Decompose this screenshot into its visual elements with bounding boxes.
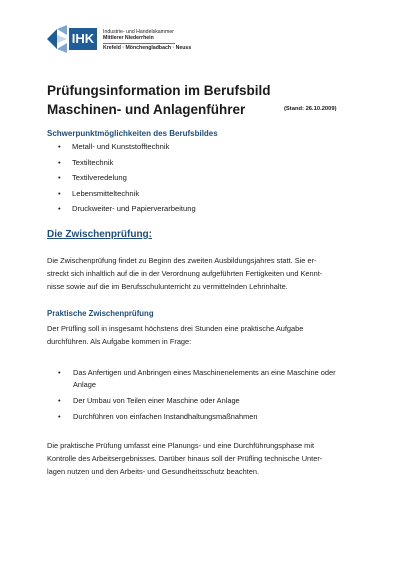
logo-abbrev: IHK: [69, 28, 97, 50]
logo-text: [103, 29, 191, 51]
logo-line2: Mittlerer Niederrhein: [103, 35, 154, 42]
schwerpunkte-list: [58, 143, 196, 221]
stand-date: (Stand: 26.10.2009): [284, 106, 337, 112]
list-item: • Druckweiter- und Papierverarbeitung: [58, 205, 196, 221]
page-subtitle: Maschinen- und Anlagenführer: [47, 102, 246, 117]
page-title: Prüfungsinformation im Berufsbild: [47, 83, 271, 98]
praktische-heading: Praktische Zwischenprüfung: [47, 309, 154, 318]
list-item: • Der Umbau von Teilen einer Maschine oder Anlage: [58, 395, 358, 407]
paragraph-line: Der Prüfling soll in insgesamt höchstens drei Stunden eine praktische Aufgabe: [47, 324, 304, 333]
paragraph-line: lagen nutzen und den Arbeits- und Gesundheitsschutz beachten.: [47, 467, 260, 476]
zwischenpruefung-heading: Die Zwischenprüfung:: [47, 229, 152, 240]
paragraph-line: durchführen. Als Aufgabe kommen in Frage:: [47, 337, 192, 346]
praktische-paragraph: [47, 322, 357, 348]
paragraph-line: Die Zwischenprüfung findet zu Beginn des zweiten Ausbildungsjahres statt. Sie er-: [47, 256, 317, 265]
intro-paragraph: [47, 254, 357, 293]
paragraph-line: nisse sowie auf die im Berufsschulunterricht zu vermittelnden Lehrinhalte.: [47, 282, 288, 291]
list-item: • Lebensmitteltechnik: [58, 190, 196, 206]
ihk-logo-mark-icon: [47, 25, 67, 53]
logo-line1: Industrie- und Handelskammer: [103, 29, 174, 35]
planung-paragraph: [47, 439, 357, 478]
paragraph-line: Die praktische Prüfung umfasst eine Planungs- und eine Durchführungsphase mit: [47, 441, 315, 450]
aufgaben-list: [58, 367, 358, 427]
list-item: • Textiltechnik: [58, 159, 196, 175]
list-item: • Durchführen von einfachen Instandhaltungsmaßnahmen: [58, 411, 358, 423]
list-item: • Metall- und Kunststofftechnik: [58, 143, 196, 159]
paragraph-line: Kontrolle des Arbeitsergebnisses. Darüber hinaus soll der Prüfling technische Unter-: [47, 454, 323, 463]
schwerpunkte-heading: Schwerpunktmöglichkeiten des Berufsbildes: [47, 129, 218, 138]
logo-line3: Krefeld · Mönchengladbach · Neuss: [103, 44, 192, 51]
paragraph-line: streckt sich inhaltlich auf die in der Verordnung aufgeführten Fertigkeiten und Kennt-: [47, 269, 323, 278]
list-item: • Textilveredelung: [58, 174, 196, 190]
list-item: • Das Anfertigen und Anbringen eines Maschinenelements an eine Maschine oder Anlage: [58, 367, 358, 392]
logo-divider: [103, 43, 175, 44]
ihk-logo: [47, 25, 197, 55]
